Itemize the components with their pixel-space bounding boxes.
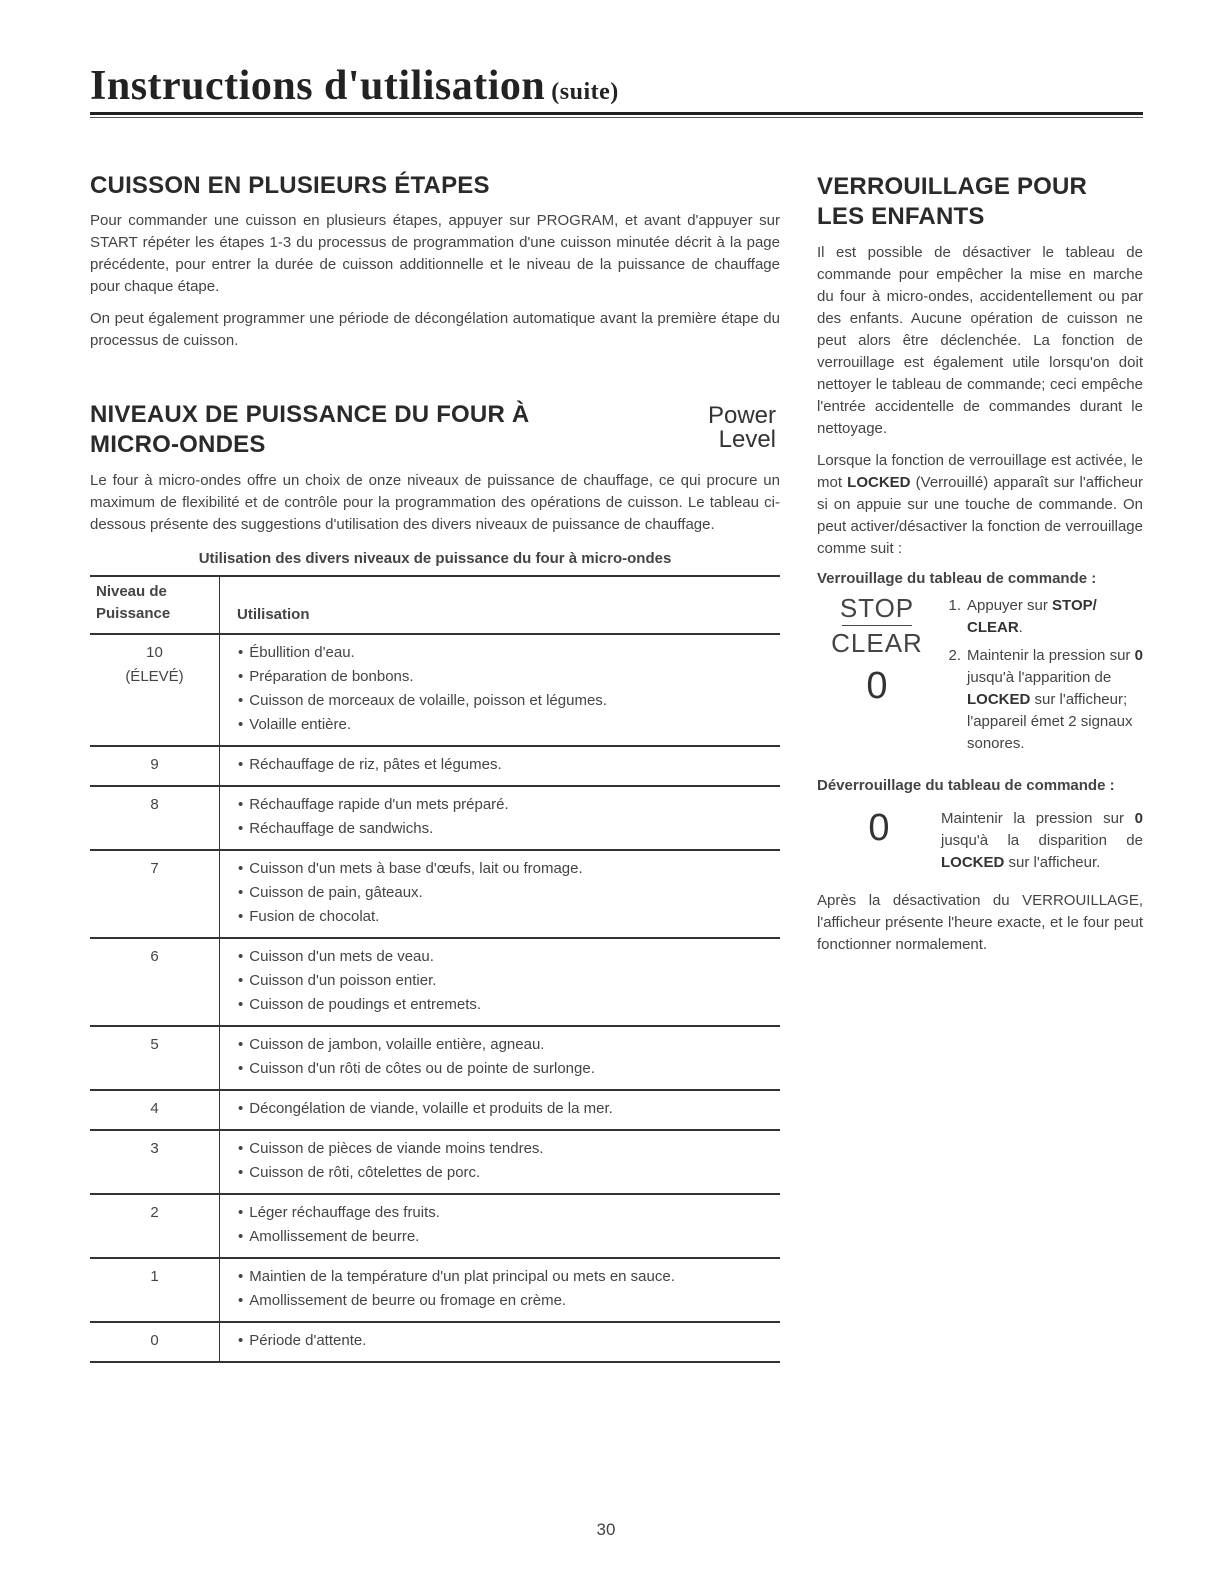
lock-step-2-locked: LOCKED <box>967 691 1031 708</box>
power-level-value: 6 <box>150 948 159 965</box>
unlock-key-ref: 0 <box>1134 810 1143 827</box>
list-item: • Réchauffage de sandwichs. <box>238 817 780 841</box>
power-use-cell <box>220 1258 781 1322</box>
power-use-list <box>238 1137 780 1185</box>
list-item: • Décongélation de viande, volaille et produits de la mer. <box>238 1097 780 1121</box>
lock-step-1 <box>937 595 1143 639</box>
list-item: • Volaille entière. <box>238 713 780 737</box>
table-row <box>90 746 780 786</box>
lock-key-illustration <box>817 595 937 755</box>
power-use-list <box>238 641 780 737</box>
table-row <box>90 938 780 1026</box>
power-level-cell <box>90 1130 220 1194</box>
table-row <box>90 1194 780 1258</box>
table-row <box>90 634 780 746</box>
list-item: • Léger réchauffage des fruits. <box>238 1201 780 1225</box>
power-level-value: 3 <box>150 1140 159 1157</box>
table-row <box>90 1026 780 1090</box>
unlock-text-c: jusqu'à la disparition de <box>941 832 1143 849</box>
use-column-header: Utilisation <box>220 576 781 634</box>
power-use-cell <box>220 1322 781 1362</box>
power-level-heading-line-2: MICRO-ONDES <box>90 431 266 458</box>
power-level-table <box>90 575 780 1363</box>
list-item: • Cuisson de poudings et entremets. <box>238 993 780 1017</box>
power-level-cell <box>90 1322 220 1362</box>
power-level-section-header <box>90 400 780 460</box>
power-use-list <box>238 1329 780 1353</box>
list-item: • Fusion de chocolat. <box>238 905 780 929</box>
power-use-cell <box>220 634 781 746</box>
child-lock-paragraph-2-text-b: (Verrouillé) apparaît sur l'afficheur si on appuie sur une touche de commande. On peut activer/désactiver la fonction de verrouillage comme suit : <box>817 474 1143 557</box>
stop-key-label: STOP <box>839 593 915 623</box>
power-use-cell <box>220 746 781 786</box>
power-use-cell <box>220 1026 781 1090</box>
lock-step-2-number: 2. <box>948 647 961 664</box>
power-use-list <box>238 1201 780 1249</box>
power-use-cell <box>220 1090 781 1130</box>
child-lock-paragraph-1: Il est possible de désactiver le tableau de commande pour empêcher la mise en marche du four à micro-ondes, accidentellement ou par des enfants. Aucune opération de cuisson ne peut alors être déclenchée. La fonction de verrouillage est également utile lorsqu'on doit nettoyer le tableau de commande; ceci empêche l'entrée accidentelle de commandes durant le nettoyage. <box>817 244 1143 437</box>
unlock-text-e: sur l'afficheur. <box>1004 854 1101 871</box>
table-row <box>90 1322 780 1362</box>
power-level-cell <box>90 634 220 746</box>
power-use-list <box>238 1265 780 1313</box>
power-use-list <box>238 857 780 929</box>
power-level-value: 4 <box>150 1100 159 1117</box>
list-item: • Réchauffage rapide d'un mets préparé. <box>238 793 780 817</box>
power-level-sublabel: (ÉLEVÉ) <box>125 668 184 685</box>
child-lock-heading-line-1: VERROUILLAGE POUR <box>817 173 1088 200</box>
table-row <box>90 1090 780 1130</box>
list-item: • Période d'attente. <box>238 1329 780 1353</box>
right-column <box>817 172 1143 956</box>
power-level-value: 1 <box>150 1268 159 1285</box>
power-use-cell <box>220 1130 781 1194</box>
level-column-header-line-2: Puissance <box>96 605 171 622</box>
table-row <box>90 1130 780 1194</box>
power-level-cell <box>90 786 220 850</box>
power-use-list <box>238 793 780 841</box>
power-use-cell <box>220 1194 781 1258</box>
child-lock-heading-line-2: LES ENFANTS <box>817 203 985 230</box>
lock-step-1-number: 1. <box>948 597 961 614</box>
lock-step-2-text-e: sur l'afficheur; l'appareil émet 2 signaux sonores. <box>967 691 1133 752</box>
left-column <box>90 172 780 1363</box>
power-level-value: 2 <box>150 1204 159 1221</box>
level-column-header-line-1: Niveau de <box>96 583 167 600</box>
list-item: • Cuisson de morceaux de volaille, poisson et légumes. <box>238 689 780 713</box>
power-level-cell <box>90 850 220 938</box>
power-level-cell <box>90 746 220 786</box>
stop-clear-divider <box>842 625 912 626</box>
power-level-key-label <box>708 404 776 452</box>
lock-step-1-text-a: Appuyer sur <box>967 597 1053 614</box>
list-item: • Ébullition d'eau. <box>238 641 780 665</box>
lock-step-2-text <box>967 645 1143 755</box>
multi-stage-heading: CUISSON EN PLUSIEURS ÉTAPES <box>90 172 490 199</box>
power-use-cell <box>220 938 781 1026</box>
power-level-value: 5 <box>150 1036 159 1053</box>
child-lock-heading <box>817 172 1143 232</box>
power-table-body <box>90 634 780 1362</box>
power-use-list <box>238 945 780 1017</box>
power-use-list <box>238 1097 780 1121</box>
power-level-value: 9 <box>150 756 159 773</box>
list-item: • Cuisson de pièces de viande moins tendres. <box>238 1137 780 1161</box>
list-item: • Cuisson de jambon, volaille entière, agneau. <box>238 1033 780 1057</box>
list-item: • Maintien de la température d'un plat principal ou mets en sauce. <box>238 1265 780 1289</box>
unlock-text-a: Maintenir la pression sur <box>941 810 1135 827</box>
power-table-caption: Utilisation des divers niveaux de puissance du four à micro-ondes <box>198 550 672 567</box>
list-item: • Cuisson d'un poisson entier. <box>238 969 780 993</box>
page-title-suite: (suite) <box>551 79 619 105</box>
page-title-text: Instructions d'utilisation <box>90 63 546 109</box>
clear-key-label: CLEAR <box>831 628 923 658</box>
power-level-cell <box>90 1194 220 1258</box>
lock-instructions <box>817 595 1143 755</box>
list-item: • Cuisson de rôti, côtelettes de porc. <box>238 1161 780 1185</box>
multi-stage-paragraph-2: On peut également programmer une période de décongélation automatique avant la première étape du processus de cuisson. <box>90 310 780 349</box>
lock-step-2-text-c: jusqu'à l'apparition de <box>967 669 1112 686</box>
power-level-cell <box>90 1026 220 1090</box>
page-title <box>90 62 619 110</box>
level-column-header <box>90 576 220 634</box>
power-use-cell <box>220 786 781 850</box>
table-row <box>90 1258 780 1322</box>
power-level-key-line-2: Level <box>718 426 776 453</box>
list-item: • Amollissement de beurre. <box>238 1225 780 1249</box>
power-level-value: 7 <box>150 860 159 877</box>
table-header-row <box>90 576 780 634</box>
unlock-locked: LOCKED <box>941 854 1005 871</box>
child-lock-paragraph-3: Après la désactivation du VERROUILLAGE, l'afficheur présente l'heure exacte, et le four peut fonctionner normalement. <box>817 892 1143 953</box>
lock-step-1-key: STOP/ CLEAR <box>967 597 1097 636</box>
lock-step-2-key: 0 <box>1134 647 1143 664</box>
unlock-instructions <box>817 808 1143 874</box>
table-row <box>90 850 780 938</box>
lock-step-1-text <box>967 595 1143 639</box>
power-level-value: 10 <box>146 644 163 661</box>
child-lock-paragraph-2-text-a: Lorsque la fonction de verrouillage est activée, le mot <box>817 452 1143 491</box>
list-item: • Réchauffage de riz, pâtes et légumes. <box>238 753 780 777</box>
unlock-text <box>941 808 1143 874</box>
lock-step-2 <box>937 645 1143 755</box>
power-use-list <box>238 753 780 777</box>
unlock-heading: Déverrouillage du tableau de commande : <box>817 777 1115 794</box>
child-lock-paragraph-2 <box>817 450 1143 560</box>
power-level-key-line-1: Power <box>707 402 776 429</box>
power-level-cell <box>90 1090 220 1130</box>
power-level-heading <box>90 400 610 460</box>
multi-stage-paragraph-1: Pour commander une cuisson en plusieurs étapes, appuyer sur PROGRAM, et avant d'appuyer sur START répéter les étapes 1-3 du processus de programmation d'une cuisson minutée décrit à la page précédente, pour entrer la durée de cuisson additionnelle et le niveau de la puissance de chauffage pour chaque étape. <box>90 212 780 295</box>
power-level-value: 8 <box>150 796 159 813</box>
power-use-cell <box>220 850 781 938</box>
list-item: • Cuisson de pain, gâteaux. <box>238 881 780 905</box>
list-item: • Amollissement de beurre ou fromage en crème. <box>238 1289 780 1313</box>
lock-step-2-text-a: Maintenir la pression sur <box>967 647 1135 664</box>
power-level-heading-line-1: NIVEAUX DE PUISSANCE DU FOUR À <box>90 401 530 428</box>
power-level-cell <box>90 1258 220 1322</box>
page-number: 30 <box>596 1520 616 1539</box>
lock-heading: Verrouillage du tableau de commande : <box>817 570 1097 587</box>
lock-steps <box>937 595 1143 755</box>
list-item: • Cuisson d'un mets de veau. <box>238 945 780 969</box>
title-rule <box>90 112 1143 118</box>
power-level-paragraph: Le four à micro-ondes offre un choix de onze niveaux de puissance de chauffage, ce qui procure un maximum de flexibilité et de contrôle pour la programmation des opérations de cuisson. Le tableau ci-dessous présente des suggestions d'utilisation des divers niveaux de puissance de chauffage. <box>90 472 780 533</box>
list-item: • Cuisson d'un mets à base d'œufs, lait ou fromage. <box>238 857 780 881</box>
power-level-value: 0 <box>150 1332 159 1349</box>
unlock-zero-key-label: 0 <box>868 807 890 849</box>
list-item: • Cuisson d'un rôti de côtes ou de pointe de surlonge. <box>238 1057 780 1081</box>
power-level-cell <box>90 938 220 1026</box>
locked-keyword: LOCKED <box>847 474 911 491</box>
table-row <box>90 786 780 850</box>
list-item: • Préparation de bonbons. <box>238 665 780 689</box>
zero-key-label: 0 <box>866 665 888 707</box>
power-use-list <box>238 1033 780 1081</box>
lock-step-1-text-c: . <box>1018 619 1023 636</box>
